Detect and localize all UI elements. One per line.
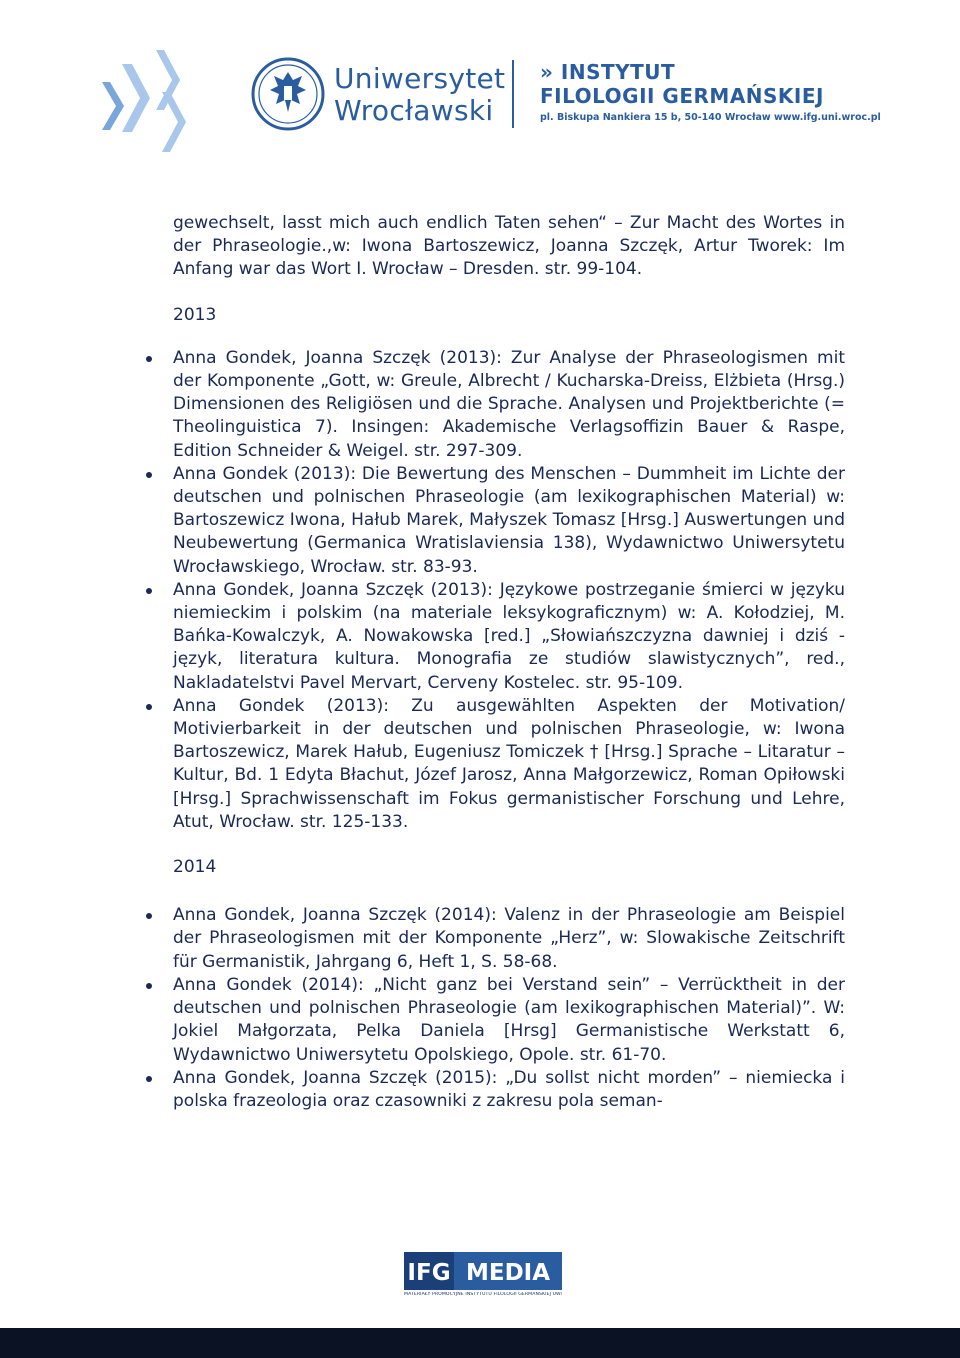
list-item: Anna Gondek (2013): Die Bewertung des Menschen – Dummheit im Lichte der deutschen und polnischen Phraseologie (am lexikographischen Material) w: Bartoszewicz Iwona, Hałub Marek, Małyszek Tomasz [Hrsg.] Auswertungen und Neubewertung (Germanica Wratislaviensia 138), Wydawnictwo Uniwersytetu Wrocławskiego, Wrocław. str. 83-93.	[173, 463, 845, 579]
entries-list-2014	[173, 904, 845, 1113]
institute-name-line2: FILOLOGII GERMAŃSKIEJ	[540, 84, 824, 108]
intro-paragraph: gewechselt, lasst mich auch endlich Taten sehen“ – Zur Macht des Wortes in der Phraseologie.,w: Iwona Bartoszewicz, Joanna Szczęk, Artur Tworek: Im Anfang war das Wort I. Wrocław – Dresden. str. 99-104.	[173, 213, 845, 280]
logo-media-text: MEDIA	[465, 1260, 551, 1286]
ifg-media-logo	[404, 1252, 562, 1290]
chevron-decoration-icon	[100, 42, 220, 152]
institute-name-line1: » INSTYTUT	[540, 60, 676, 84]
footer-bar	[0, 1328, 960, 1358]
footer-tagline: MATERIAŁY PROMOCYJNE INSTYTUTU FILOLOGII GERMAŃSKIEJ UWr	[404, 1292, 562, 1297]
university-name-line1: Uniwersytet	[334, 62, 506, 95]
year-heading-2013: 2013	[173, 304, 217, 325]
logo-ifg-text: IFG	[407, 1260, 451, 1286]
entries-list-2013	[173, 347, 845, 834]
list-item: Anna Gondek, Joanna Szczęk (2013): Zur Analyse der Phraseologismen mit der Komponente „Gott, w: Greule, Albrecht / Kucharska-Dreiss, Elżbieta (Hrsg.) Dimensionen des Religiösen und die Sprache. Analysen und Projektberichte (= Theolinguistica 7). Insingen: Akademische Verlagsoffizin Bauer & Raspe, Edition Schneider & Weigel. str. 297-309.	[173, 347, 845, 463]
list-item: Anna Gondek (2013): Zu ausgewählten Aspekten der Motivation/ Motivierbarkeit in der deutschen und polnischen Phraseologie, w: Iwona Bartoszewicz, Marek Hałub, Eugeniusz Tomiczek † [Hrsg.] Sprache – Litaratur – Kultur, Bd. 1 Edyta Błachut, Józef Jarosz, Anna Małgorzewicz, Roman Opiłowski [Hrsg.] Sprachwissenschaft im Fokus germanistischer Forschung und Lehre, Atut, Wrocław. str. 125-133.	[173, 695, 845, 834]
university-crest-icon	[250, 56, 326, 132]
list-item: Anna Gondek, Joanna Szczęk (2013): Językowe postrzeganie śmierci w języku niemieckim i polskim (na materiale leksykograficznym) w: A. Kołodziej, M. Bańka-Kowalczyk, A. Nowakowska [red.] „Słowiańszczyzna dawniej i dziś - język, literatura kultura. Monografia ze studiów slawistycznych”, red., Nakladatelstvi Pavel Mervart, Cerveny Kostelec. str. 95-109.	[173, 579, 845, 695]
list-item: Anna Gondek (2014): „Nicht ganz bei Verstand sein” – Verrücktheit in der deutschen und polnischen Phraseologie (am lexikographischen Material)”. W: Jokiel Małgorzata, Pelka Daniela [Hrsg] Germanistische Werkstatt 6, Wydawnictwo Uniwersytetu Opolskiego, Opole. str. 61-70.	[173, 974, 845, 1067]
page-header	[0, 0, 960, 160]
document-body	[173, 212, 845, 1113]
list-item: Anna Gondek, Joanna Szczęk (2015): „Du sollst nicht morden” – niemiecka i polska frazeologia oraz czasowniki z zakresu pola seman-	[173, 1067, 845, 1113]
header-divider	[512, 60, 514, 128]
year-heading-2014: 2014	[173, 857, 217, 878]
list-item: Anna Gondek, Joanna Szczęk (2014): Valenz in der Phraseologie am Beispiel der Phraseologismen mit der Komponente „Herz”, w: Slowakische Zeitschrift für Germanistik, Jahrgang 6, Heft 1, S. 58-68.	[173, 904, 845, 974]
university-name-line2: Wrocławski	[334, 94, 494, 127]
institute-address: pl. Biskupa Nankiera 15 b, 50-140 Wrocław www.ifg.uni.wroc.pl	[540, 112, 881, 123]
